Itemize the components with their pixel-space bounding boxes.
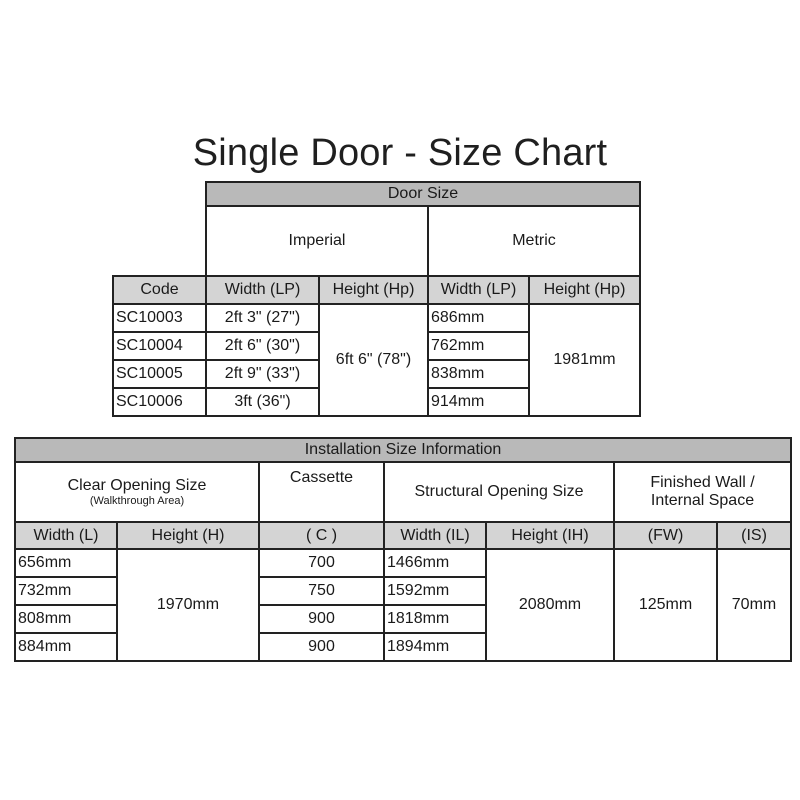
internal-space-label: Internal Space bbox=[650, 492, 755, 509]
clear-width-cell: 808mm bbox=[15, 605, 117, 633]
code-cell: SC10005 bbox=[113, 360, 206, 388]
metric-group-header: Metric bbox=[428, 206, 640, 276]
cassette-cell: 900 bbox=[259, 633, 384, 661]
column-header-metric-height: Height (Hp) bbox=[529, 276, 640, 304]
table-row bbox=[113, 304, 640, 332]
metric-width-cell: 762mm bbox=[428, 332, 529, 360]
column-header-metric-width: Width (LP) bbox=[428, 276, 529, 304]
column-header-imperial-height: Height (Hp) bbox=[319, 276, 428, 304]
clear-height-cell: 1970mm bbox=[117, 549, 259, 661]
code-cell: SC10003 bbox=[113, 304, 206, 332]
cassette-cell: 900 bbox=[259, 605, 384, 633]
door-size-table bbox=[112, 181, 641, 417]
cassette-group-header: Cassette bbox=[259, 462, 384, 522]
column-header-clear-height: Height (H) bbox=[117, 522, 259, 549]
imperial-width-cell: 2ft 9" (33") bbox=[206, 360, 319, 388]
page-title: Single Door - Size Chart bbox=[192, 132, 608, 174]
imperial-width-cell: 3ft (36") bbox=[206, 388, 319, 416]
structural-width-cell: 1818mm bbox=[384, 605, 486, 633]
clear-width-cell: 732mm bbox=[15, 577, 117, 605]
imperial-width-cell: 2ft 3" (27") bbox=[206, 304, 319, 332]
imperial-height-cell: 6ft 6" (78") bbox=[319, 304, 428, 416]
structural-width-cell: 1466mm bbox=[384, 549, 486, 577]
structural-height-cell: 2080mm bbox=[486, 549, 614, 661]
clear-opening-group-header bbox=[15, 462, 259, 522]
code-cell: SC10006 bbox=[113, 388, 206, 416]
structural-opening-group-header: Structural Opening Size bbox=[384, 462, 614, 522]
cassette-cell: 700 bbox=[259, 549, 384, 577]
column-header-imperial-width: Width (LP) bbox=[206, 276, 319, 304]
imperial-width-cell: 2ft 6" (30") bbox=[206, 332, 319, 360]
clear-width-cell: 656mm bbox=[15, 549, 117, 577]
installation-band: Installation Size Information bbox=[15, 438, 791, 462]
code-cell: SC10004 bbox=[113, 332, 206, 360]
column-header-cassette: ( C ) bbox=[259, 522, 384, 549]
column-header-structural-height: Height (IH) bbox=[486, 522, 614, 549]
door-size-band: Door Size bbox=[206, 182, 640, 206]
fw-cell: 125mm bbox=[614, 549, 717, 661]
empty-cell bbox=[113, 182, 206, 206]
table-row bbox=[15, 549, 791, 577]
metric-width-cell: 686mm bbox=[428, 304, 529, 332]
metric-width-cell: 914mm bbox=[428, 388, 529, 416]
is-cell: 70mm bbox=[717, 549, 791, 661]
cassette-cell: 750 bbox=[259, 577, 384, 605]
column-header-structural-width: Width (IL) bbox=[384, 522, 486, 549]
imperial-group-header: Imperial bbox=[206, 206, 428, 276]
column-header-is: (IS) bbox=[717, 522, 791, 549]
metric-height-cell: 1981mm bbox=[529, 304, 640, 416]
installation-size-table bbox=[14, 437, 792, 662]
empty-cell bbox=[113, 206, 206, 276]
clear-opening-label: Clear Opening Size bbox=[67, 476, 207, 494]
column-header-fw: (FW) bbox=[614, 522, 717, 549]
finished-wall-label: Finished Wall / bbox=[650, 474, 755, 491]
clear-width-cell: 884mm bbox=[15, 633, 117, 661]
metric-width-cell: 838mm bbox=[428, 360, 529, 388]
column-header-code: Code bbox=[113, 276, 206, 304]
structural-width-cell: 1592mm bbox=[384, 577, 486, 605]
column-header-clear-width: Width (L) bbox=[15, 522, 117, 549]
structural-width-cell: 1894mm bbox=[384, 633, 486, 661]
finished-wall-group-header bbox=[614, 462, 791, 522]
clear-opening-sublabel: (Walkthrough Area) bbox=[89, 494, 185, 507]
